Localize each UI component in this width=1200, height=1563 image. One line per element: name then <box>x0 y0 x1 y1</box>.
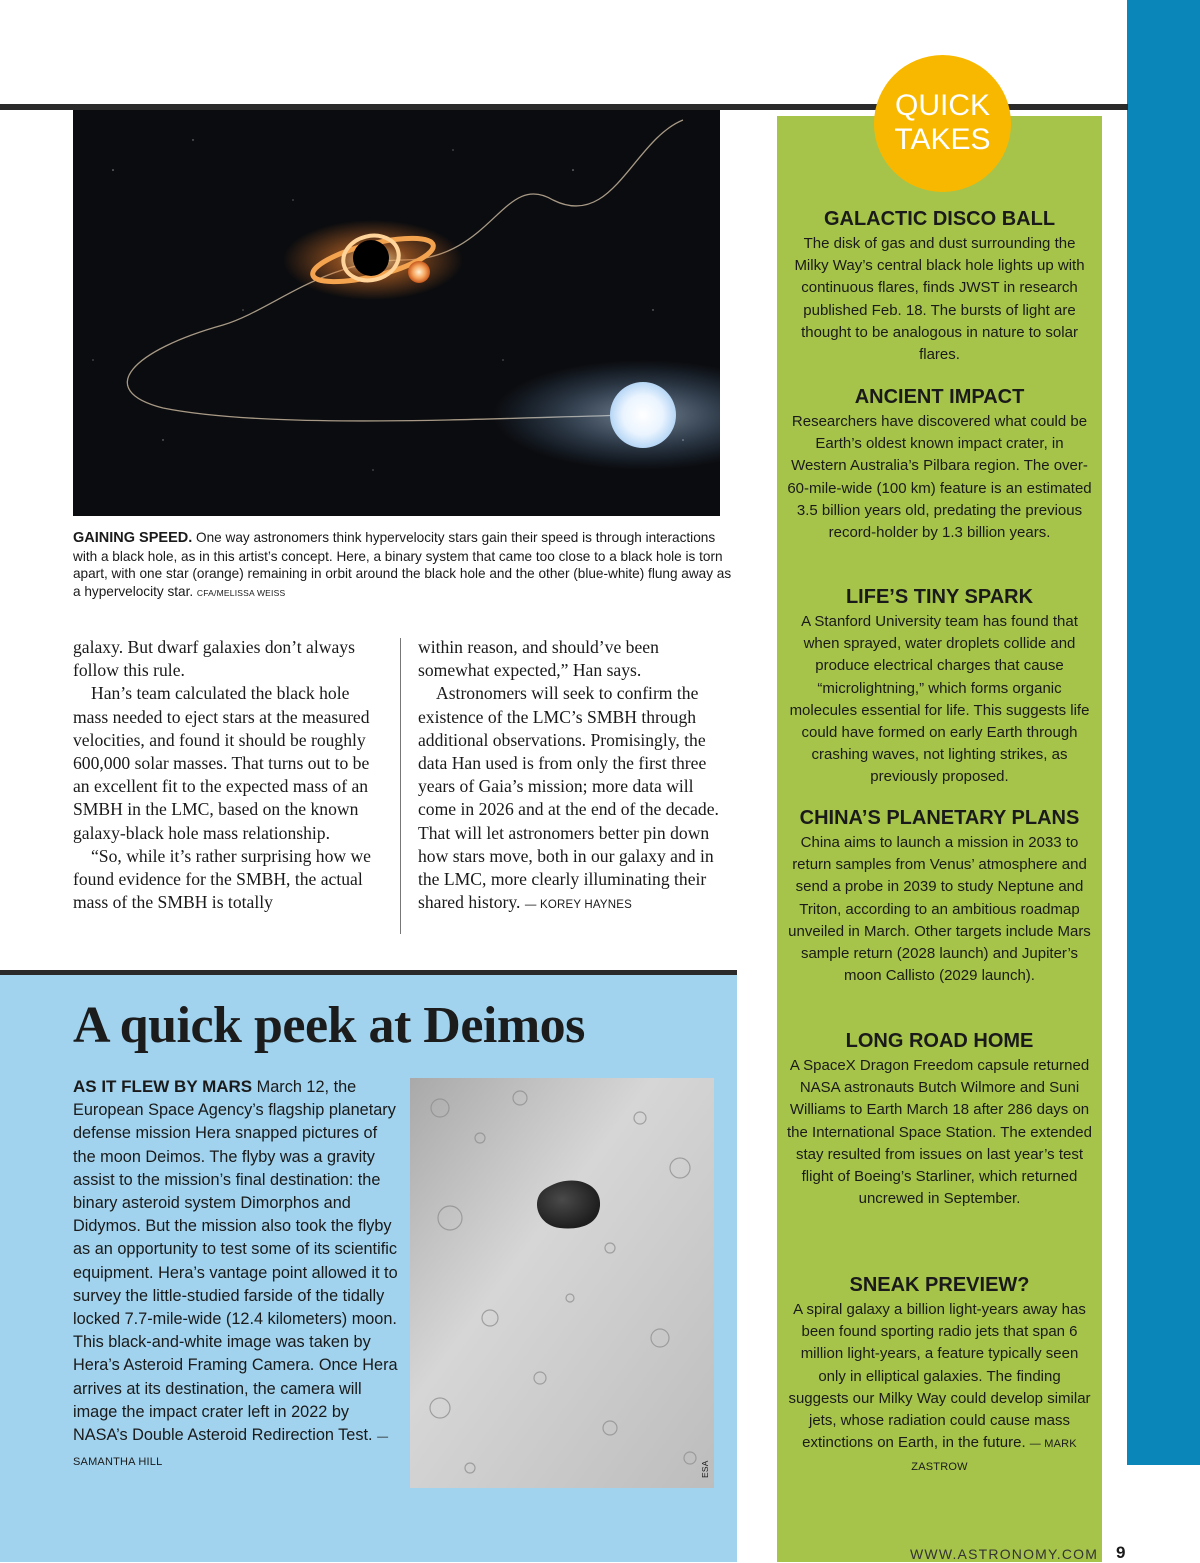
quick-take-text <box>787 1299 1092 1479</box>
page-number: 9 <box>1116 1543 1126 1562</box>
quick-take-6 <box>787 1273 1092 1479</box>
quick-take-credit: — MARK ZASTROW <box>911 1438 1077 1474</box>
quick-take-text-body: A spiral galaxy a billion light-years away has been found sporting radio jets that span 6 million light-years, a feature typically seen only in elliptical galaxies. The finding suggests our Milky Way could develop similar jets, whose radiation could cause mass extinctions on Earth, in the future. <box>788 1301 1091 1452</box>
quick-take-heading: LIFE’S TINY SPARK <box>845 586 1034 608</box>
blue-white-star <box>610 382 676 448</box>
deimos-credit: — SAMANTHA HILL <box>73 1431 389 1469</box>
edge-tab <box>1127 0 1200 1465</box>
quick-take-4 <box>787 806 1092 987</box>
figure-caption <box>73 529 733 602</box>
quick-take-text: The disk of gas and dust surrounding the Milky Way’s central black hole lights up with continuous flares, finds JWST in research published Feb. 18. The bursts of light are thought to be analogous in nature to solar flares. <box>794 235 1085 364</box>
quick-take-5 <box>787 1029 1092 1210</box>
deimos-text: March 12, the European Space Agency’s flagship planetary defense mission Hera snapped pictures of the moon Deimos. The flyby was a gravity assist to the mission’s final destination: the binary asteroid system Dimorphos and Didymos. But the mission also took the flyby as an opportunity to test some of its scientific equipment. Hera’s vantage point allowed it to survey the little-studied farside of the tidally locked 7.7-mile-wide (12.4 kilometers) moon. This black-and-white image was taken by Hera’s Asteroid Framing Camera. Once Hera arrives at its destination, the camera will image the impact crater left in 2022 by NASA’s Double Asteroid Redirection Test. <box>73 1078 398 1445</box>
article-credit: — KOREY HAYNES <box>524 899 633 912</box>
article-paragraph: galaxy. But dwarf galaxies don’t always follow this rule. <box>73 637 355 681</box>
deimos-body <box>73 1075 403 1474</box>
quick-take-heading: ANCIENT IMPACT <box>854 386 1025 408</box>
deimos-photo <box>410 1078 714 1488</box>
caption-lead: GAINING SPEED. <box>73 530 193 546</box>
quick-take-heading: SNEAK PREVIEW? <box>849 1274 1030 1296</box>
quick-take-heading: CHINA’S PLANETARY PLANS <box>799 807 1080 829</box>
article-paragraph: within reason, and should’ve been somewhat expected,” Han says. <box>418 637 659 681</box>
orange-star <box>408 261 430 283</box>
quick-takes-badge <box>874 55 1011 192</box>
photo-credit: ESA <box>700 1460 710 1478</box>
article-paragraph: “So, while it’s rather surprising how we found evidence for the SMBH, the actual mass of the SMBH is totally <box>73 845 371 913</box>
quick-take-3 <box>787 585 1092 789</box>
quick-take-text: China aims to launch a mission in 2033 to return samples from Venus’ atmosphere and send a probe in 2039 to study Neptune and Triton, according to an ambitious roadmap unveiled in March. Other targets include Mars sample return (2028 launch) and Jupiter’s moon Callisto (2029 launch). <box>788 834 1091 985</box>
quick-take-text: Researchers have discovered what could be Earth’s oldest known impact crater, in Western Australia’s Pilbara region. The over-60-mile-wide (100 km) feature is an estimated 3.5 billion years old, predating the previous record-holder by 1.3 billion years. <box>787 413 1092 542</box>
article-paragraph <box>418 682 730 917</box>
mars-surface-image <box>410 1078 714 1488</box>
black-hole-artwork <box>73 110 720 516</box>
badge-line-1: QUICK <box>894 89 990 122</box>
article-column-right <box>418 636 730 917</box>
caption-text: One way astronomers think hypervelocity stars gain their speed is through interactions with a black hole, as in this artist’s concept. Here, a binary system that came too close to a black hole is torn apart, with one star (orange) remaining in orbit around the black hole and the other (blue-white) flung away as a hypervelocity star. <box>73 530 732 599</box>
black-hole-shadow <box>353 240 389 276</box>
badge-line-2: TAKES <box>894 123 991 156</box>
column-divider <box>400 638 401 934</box>
article-paragraph: Han’s team calculated the black hole mass needed to eject stars at the measured velocities, and found it should be roughly 600,000 solar masses. That turns out to be an excellent fit to the expected mass of an SMBH in the LMC, based on the known galaxy-black hole mass relationship. <box>73 683 370 843</box>
deimos-rule <box>0 970 737 975</box>
caption-credit: CFA/MELISSA WEISS <box>196 587 286 598</box>
deimos-headline: A quick peek at Deimos <box>73 997 585 1054</box>
quick-take-text: A Stanford University team has found that when sprayed, water droplets collide and produce electrical charges that cause “microlightning,” which forms organic molecules essential for life. This suggests life could have formed on early Earth through crashing waves, not lighting strikes, as previously proposed. <box>789 613 1090 786</box>
footer-url: WWW.ASTRONOMY.COM <box>910 1546 1099 1562</box>
article-paragraph-text: Astronomers will seek to confirm the existence of the LMC’s SMBH through additional observations. Promisingly, the data Han used is from only the first three years of Gaia’s mission; more data will come in 2026 and at the end of the decade. That will let astronomers better pin down how stars move, both in our galaxy and in the LMC, more clearly illuminating their shared history. <box>418 683 719 913</box>
deimos-lead: AS IT FLEW BY MARS <box>73 1077 253 1096</box>
quick-take-heading: GALACTIC DISCO BALL <box>823 208 1056 230</box>
article-column-left <box>73 636 385 914</box>
quick-take-2 <box>787 385 1092 544</box>
quick-take-heading: LONG ROAD HOME <box>845 1030 1034 1052</box>
quick-take-text: A SpaceX Dragon Freedom capsule returned NASA astronauts Butch Wilmore and Suni Williams to Earth March 18 after 286 days on the International Space Station. The extended stay resulted from issues on last year’s test flight of Boeing’s Starliner, which returned uncrewed in September. <box>787 1057 1092 1208</box>
black-hole-illustration <box>73 110 720 516</box>
quick-take-1 <box>787 207 1092 366</box>
